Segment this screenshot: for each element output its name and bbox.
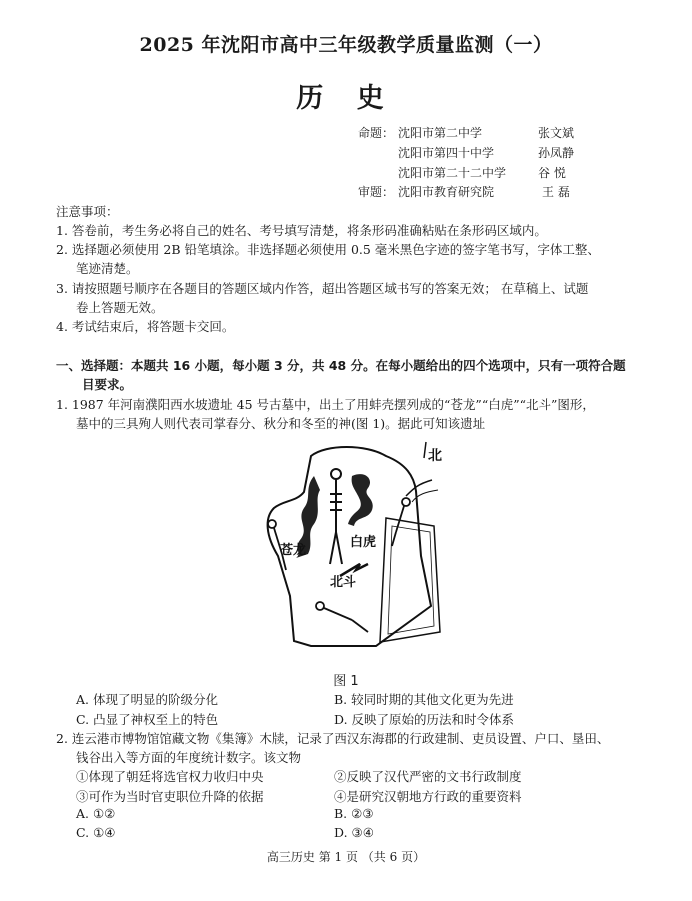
dipper-label: 北斗 xyxy=(330,575,357,590)
section-heading-cont: 目要求。 xyxy=(82,377,133,392)
figure-caption: 图 1 xyxy=(333,674,359,689)
note-line: 2. 选择题必须使用 2B 铅笔填涂。非选择题必须使用 0.5 毫米黑色字迹的签字笔书写，字体工整、 xyxy=(56,242,600,257)
credit-org: 沈阳市第四十中学 xyxy=(398,146,495,160)
note-line: 1. 答卷前，考生务必将自己的姓名、考号填写清楚，将条形码准确粘贴在条形码区域内。 xyxy=(56,223,547,238)
note-line: 卷上答题无效。 xyxy=(76,300,164,315)
dragon-label: 苍龙 xyxy=(280,543,307,558)
q2-statement-1: ①体现了朝廷将选官权力收归中央 xyxy=(76,769,264,784)
credit-org: 沈阳市第二中学 xyxy=(398,126,483,140)
tomb-figure xyxy=(256,436,446,664)
q2-statement-4: ④是研究汉朝地方行政的重要资料 xyxy=(334,789,522,804)
north-label: 北 xyxy=(428,448,442,464)
q2-option-c[interactable]: C. ①④ xyxy=(76,825,116,840)
credit-person: 张文斌 xyxy=(538,126,575,140)
q1-stem-cont: 墓中的三具殉人则代表司掌春分、秋分和冬至的神(图 1)。据此可知该遗址 xyxy=(76,416,486,431)
q1-option-b[interactable]: B. 较同时期的其他文化更为先进 xyxy=(334,692,514,707)
credit-role: 审题： xyxy=(358,185,395,199)
note-line: 4. 考试结束后，将答题卡交回。 xyxy=(56,319,235,334)
q1-option-d[interactable]: D. 反映了原始的历法和时令体系 xyxy=(334,712,515,727)
q1-stem: 1. 1987 年河南濮阳西水坡遗址 45 号古墓中，出土了用蚌壳摆列成的“苍龙”“白虎”“北斗”图形， xyxy=(56,397,595,412)
credit-person: 谷 悦 xyxy=(538,166,566,180)
q2-statement-2: ②反映了汉代严密的文书行政制度 xyxy=(334,769,522,784)
q2-option-a[interactable]: A. ①② xyxy=(76,806,116,821)
credit-person: 孙凤静 xyxy=(538,146,575,160)
credit-org: 沈阳市教育研究院 xyxy=(398,185,495,199)
q1-option-a[interactable]: A. 体现了明显的阶级分化 xyxy=(76,692,218,707)
q2-stem-cont: 钱谷出入等方面的年度统计数字。该文物 xyxy=(76,750,302,765)
subject-title: 历 史 xyxy=(296,83,396,114)
note-line: 3. 请按照题号顺序在各题目的答题区域内作答，超出答题区域书写的答案无效； 在草稿上、试题 xyxy=(56,281,589,296)
credit-person: 王 磊 xyxy=(542,185,570,199)
section-heading: 一、选择题：本题共 16 小题，每小题 3 分，共 48 分。在每小题给出的四个选项中，只有一项符合题 xyxy=(56,358,626,373)
note-line: 笔迹清楚。 xyxy=(76,261,139,276)
q1-option-c[interactable]: C. 凸显了神权至上的特色 xyxy=(76,712,219,727)
credit-role: 命题： xyxy=(358,126,395,140)
exam-title: 2025 年沈阳市高中三年级教学质量监测（一） xyxy=(139,34,553,56)
q2-option-d[interactable]: D. ③④ xyxy=(334,825,374,840)
q2-statement-3: ③可作为当时官吏职位升降的依据 xyxy=(76,789,264,804)
q2-option-b[interactable]: B. ②③ xyxy=(334,806,374,821)
credit-org: 沈阳市第二十二中学 xyxy=(398,166,507,180)
q2-stem: 2. 连云港市博物馆馆藏文物《集簿》木牍，记录了西汉东海郡的行政建制、吏员设置、户口、垦田、 xyxy=(56,731,610,746)
tiger-label: 白虎 xyxy=(350,535,377,550)
page-footer: 高三历史 第 1 页 （共 6 页） xyxy=(266,850,426,864)
notes-title: 注意事项： xyxy=(56,204,119,219)
